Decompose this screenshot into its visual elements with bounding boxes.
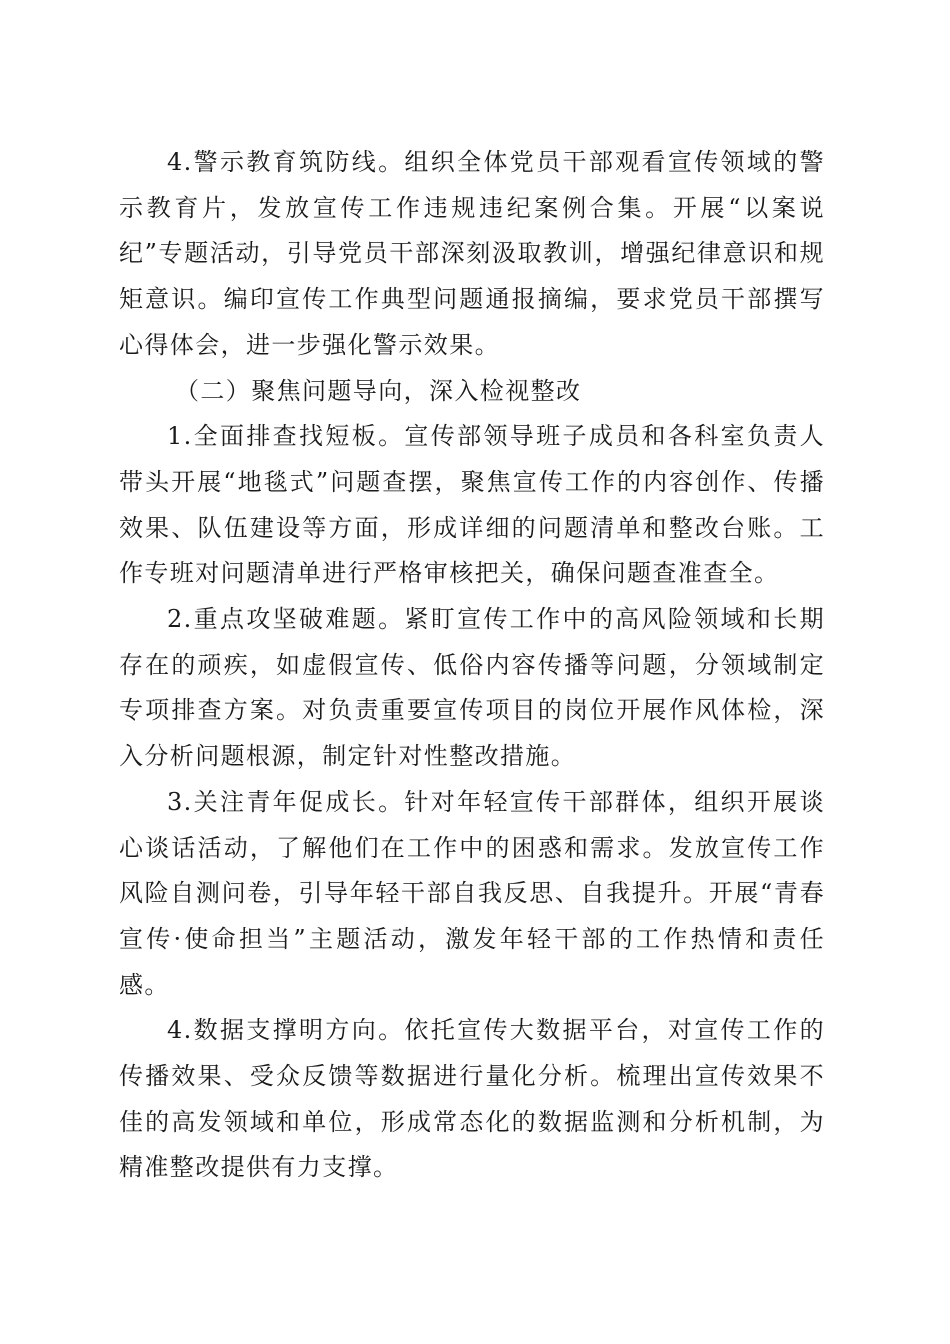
paragraph-comprehensive-check: 1.全面排查找短板。宣传部领导班子成员和各科室负责人带头开展“地毯式”问题查摆，聚焦宣传工作的内容创作、传播效果、队伍建设等方面，形成详细的问题清单和整改台账。工作专班对问题清单进行严格审核把关，确保问题查准查全。 <box>119 422 825 588</box>
section-heading-problem-orientation: （二）聚焦问题导向，深入检视整改 <box>175 376 582 405</box>
paragraph-data-support: 4.数据支撑明方向。依托宣传大数据平台，对宣传工作的传播效果、受众反馈等数据进行量化分析。梳理出宣传效果不佳的高发领域和单位，形成常态化的数据监测和分析机制，为精准整改提供有力支撑。 <box>119 1016 825 1182</box>
paragraph-warning-education: 4.警示教育筑防线。组织全体党员干部观看宣传领域的警示教育片，发放宣传工作违规违纪案例合集。开展“以案说纪”专题活动，引导党员干部深刻汲取教训，增强纪律意识和规矩意识。编印宣传工作典型问题通报摘编，要求党员干部撰写心得体会，进一步强化警示效果。 <box>119 148 825 359</box>
document-body <box>119 140 825 1191</box>
paragraph-key-problems: 2.重点攻坚破难题。紧盯宣传工作中的高风险领域和长期存在的顽疾，如虚假宣传、低俗内容传播等问题，分领域制定专项排查方案。对负责重要宣传项目的岗位开展作风体检，深入分析问题根源，制定针对性整改措施。 <box>119 605 825 771</box>
paragraph-youth-growth: 3.关注青年促成长。针对年轻宣传干部群体，组织开展谈心谈话活动，了解他们在工作中的困惑和需求。发放宣传工作风险自测问卷，引导年轻干部自我反思、自我提升。开展“青春宣传·使命担当”主题活动，激发年轻干部的工作热情和责任感。 <box>119 787 825 999</box>
